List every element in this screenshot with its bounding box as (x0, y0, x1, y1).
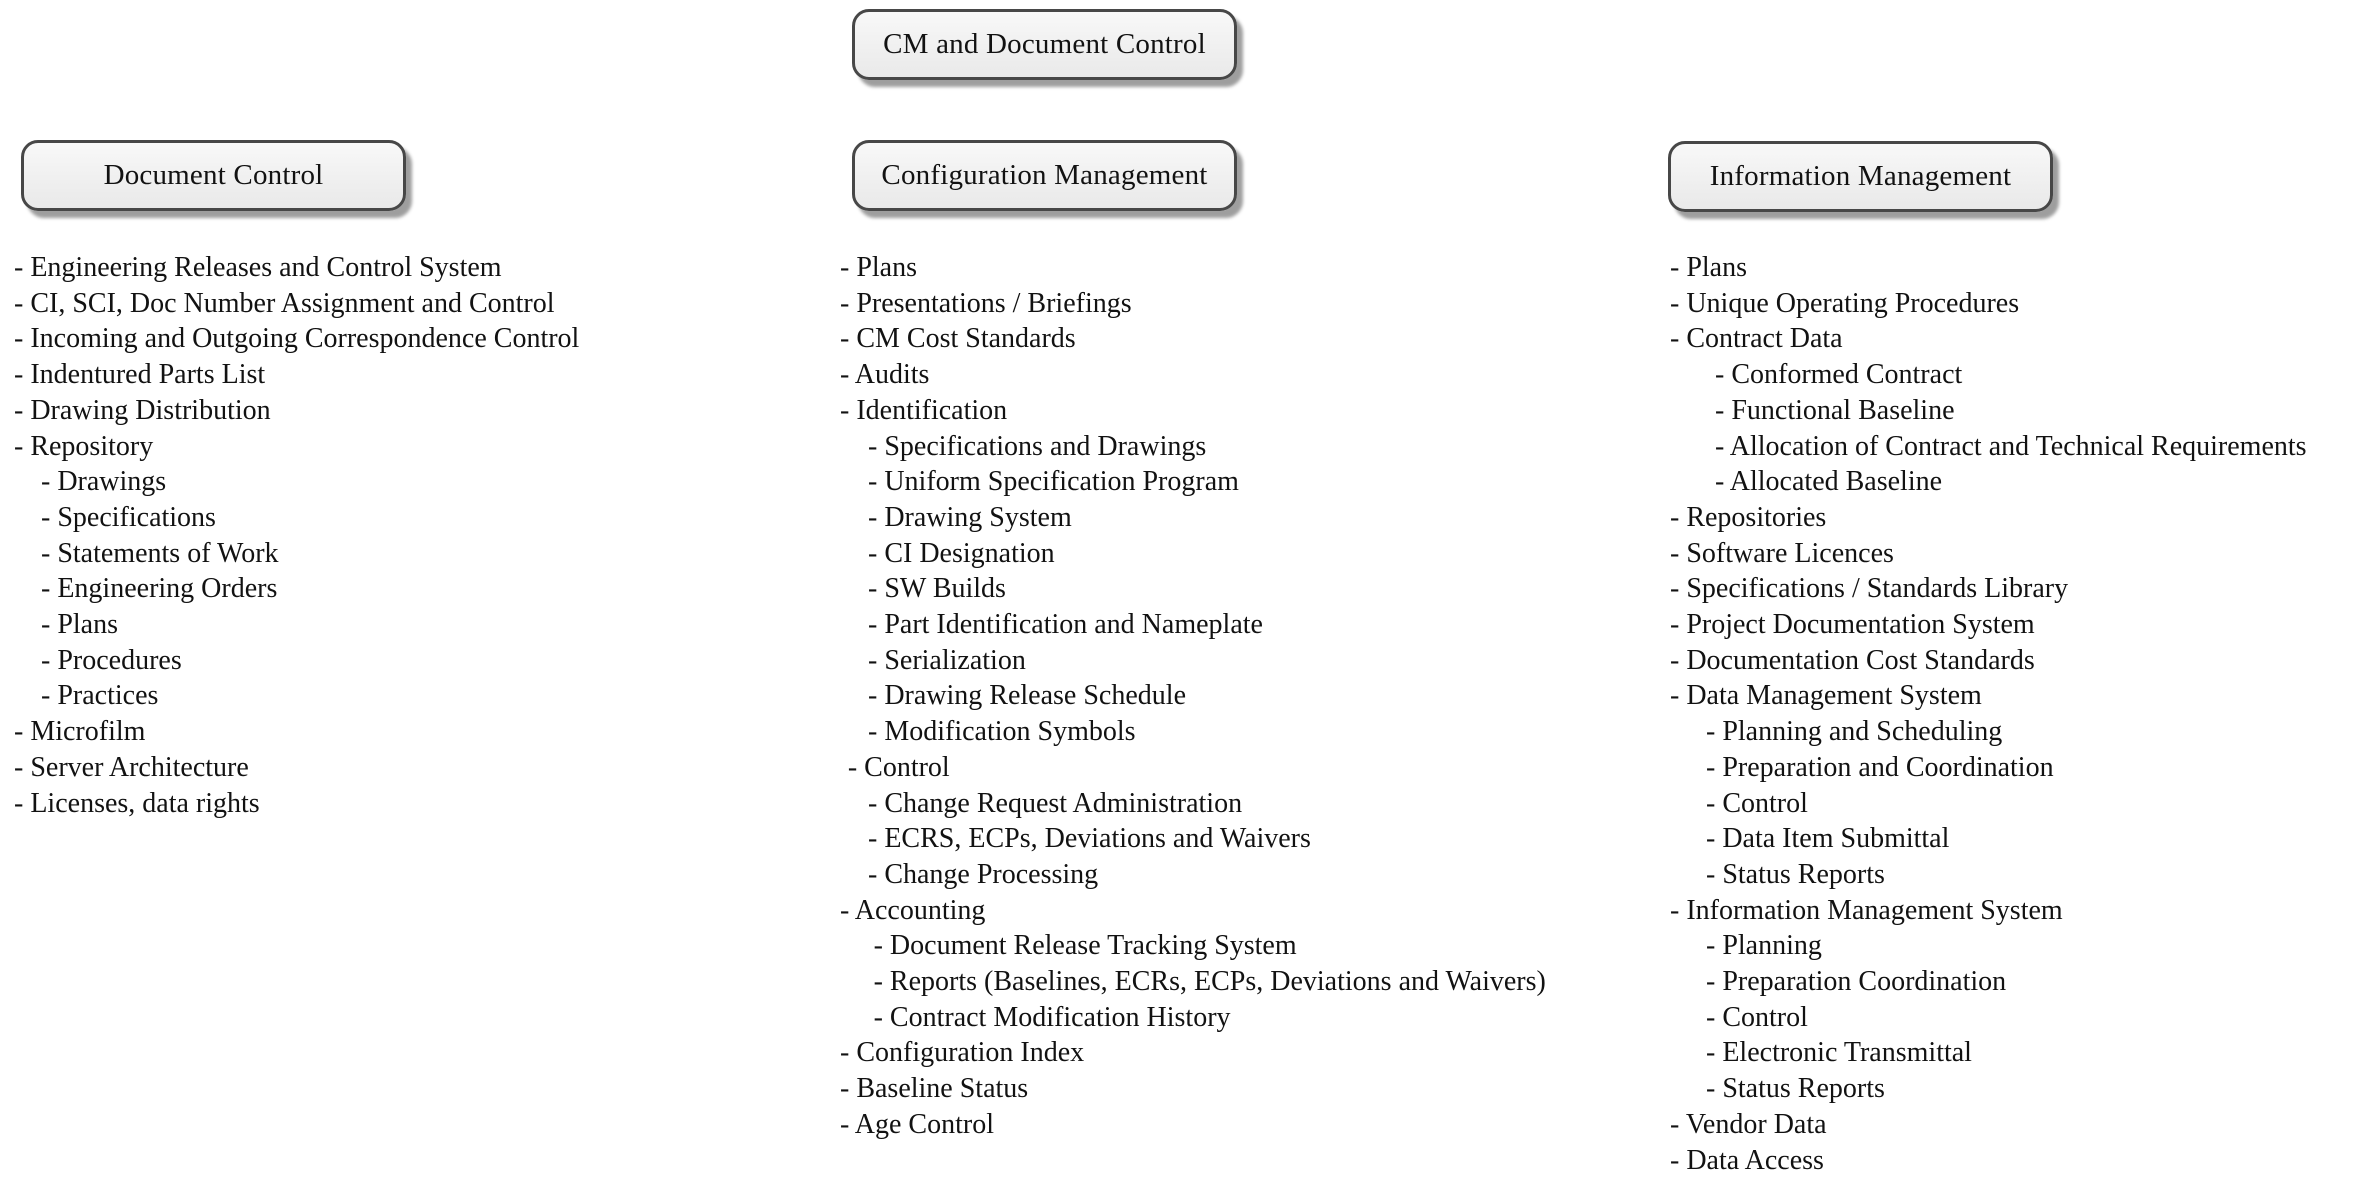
list-item: - Drawing Distribution (14, 394, 271, 426)
header-node-information-management (1668, 141, 2053, 212)
list-item: - Plans (840, 252, 917, 283)
list-item: - Data Access (1670, 1144, 1824, 1176)
list-item: - Drawing Release Schedule (868, 680, 1186, 712)
list-item: - Uniform Specification Program (868, 466, 1239, 498)
header-node-configuration-management (852, 140, 1237, 211)
list-item: - Contract Data (1670, 323, 1843, 355)
list-item: - Data Management System (1670, 680, 1982, 712)
list-item: - Conformed Contract (1715, 359, 1963, 391)
list-item: - Repositories (1670, 501, 1827, 533)
column-list-document-control (14, 250, 579, 821)
list-item: - Control (1706, 787, 1808, 819)
column-list-configuration-management (840, 250, 1546, 1143)
list-item: - Allocation of Contract and Technical Requirements (1715, 430, 2307, 462)
root-node-cm-and-document-control (852, 9, 1237, 80)
list-item: - Reports (Baselines, ECRs, ECPs, Deviations and Waivers) (873, 966, 1546, 998)
list-item: - Serialization (868, 644, 1026, 676)
list-item: - Data Item Submittal (1706, 823, 1950, 855)
list-item: - Plans (1670, 252, 1747, 283)
column-list-information-management (1670, 250, 2307, 1178)
list-item: - Part Identification and Nameplate (868, 609, 1263, 641)
list-item: - Functional Baseline (1715, 394, 1955, 426)
list-item: - Drawings (41, 466, 167, 498)
list-item: - Status Reports (1706, 1073, 1885, 1105)
list-item: - Incoming and Outgoing Correspondence Control (14, 323, 580, 355)
list-item: - Age Control (840, 1108, 994, 1140)
list-item: - Statements of Work (41, 537, 279, 569)
list-item: - SW Builds (868, 573, 1006, 605)
list-item: - Contract Modification History (873, 1001, 1231, 1033)
list-item: - Practices (41, 680, 159, 712)
list-item: - Preparation Coordination (1706, 966, 2007, 998)
list-item: - Drawing System (868, 501, 1072, 533)
list-item: - Plans (41, 609, 118, 641)
header-node-label: Configuration Management (881, 159, 1208, 191)
list-item: - Presentations / Briefings (840, 287, 1132, 319)
list-item: - Engineering Orders (41, 573, 278, 605)
list-item: - Microfilm (14, 716, 146, 748)
list-item: - Repository (14, 430, 154, 462)
list-item: - Electronic Transmittal (1706, 1037, 1972, 1069)
header-node-document-control (21, 140, 406, 211)
list-item: - Preparation and Coordination (1706, 751, 2054, 783)
list-item: - Status Reports (1706, 858, 1885, 890)
list-item: - Identification (840, 394, 1008, 426)
list-item: - Unique Operating Procedures (1670, 287, 2020, 319)
list-item: - Procedures (41, 644, 182, 676)
list-item: - Planning and Scheduling (1706, 716, 2003, 748)
list-item: - Licenses, data rights (14, 787, 260, 819)
list-item: - Audits (840, 359, 930, 391)
list-item: - Project Documentation System (1670, 609, 2035, 641)
list-item: - Software Licences (1670, 537, 1894, 569)
list-item: - CI Designation (868, 537, 1055, 569)
list-item: - Information Management System (1670, 894, 2063, 926)
list-item: - Accounting (840, 894, 986, 926)
list-item: - Configuration Index (840, 1037, 1085, 1069)
list-item: - Change Request Administration (868, 787, 1243, 819)
list-item: - Planning (1706, 930, 1822, 962)
list-item: - Engineering Releases and Control System (14, 252, 502, 283)
list-item: - CI, SCI, Doc Number Assignment and Control (14, 287, 555, 319)
list-item: - Control (847, 751, 950, 783)
root-node-label: CM and Document Control (883, 28, 1206, 60)
list-item: - Vendor Data (1670, 1108, 1827, 1140)
list-item: - Server Architecture (14, 751, 249, 783)
list-item: - Allocated Baseline (1715, 466, 1943, 498)
list-item: - Specifications (41, 501, 216, 533)
list-item: - CM Cost Standards (840, 323, 1076, 355)
list-item: - Document Release Tracking System (873, 930, 1297, 962)
list-item: - Specifications / Standards Library (1670, 573, 2069, 605)
list-item: - Documentation Cost Standards (1670, 644, 2035, 676)
list-item: - Change Processing (868, 858, 1099, 890)
list-item: - Modification Symbols (868, 716, 1136, 748)
list-item: - ECRS, ECPs, Deviations and Waivers (868, 823, 1311, 855)
list-item: - Control (1706, 1001, 1808, 1033)
list-item: - Baseline Status (840, 1073, 1029, 1105)
list-item: - Indentured Parts List (14, 359, 266, 391)
header-node-label: Information Management (1709, 160, 2012, 192)
header-node-label: Document Control (103, 159, 324, 191)
list-item: - Specifications and Drawings (868, 430, 1207, 462)
